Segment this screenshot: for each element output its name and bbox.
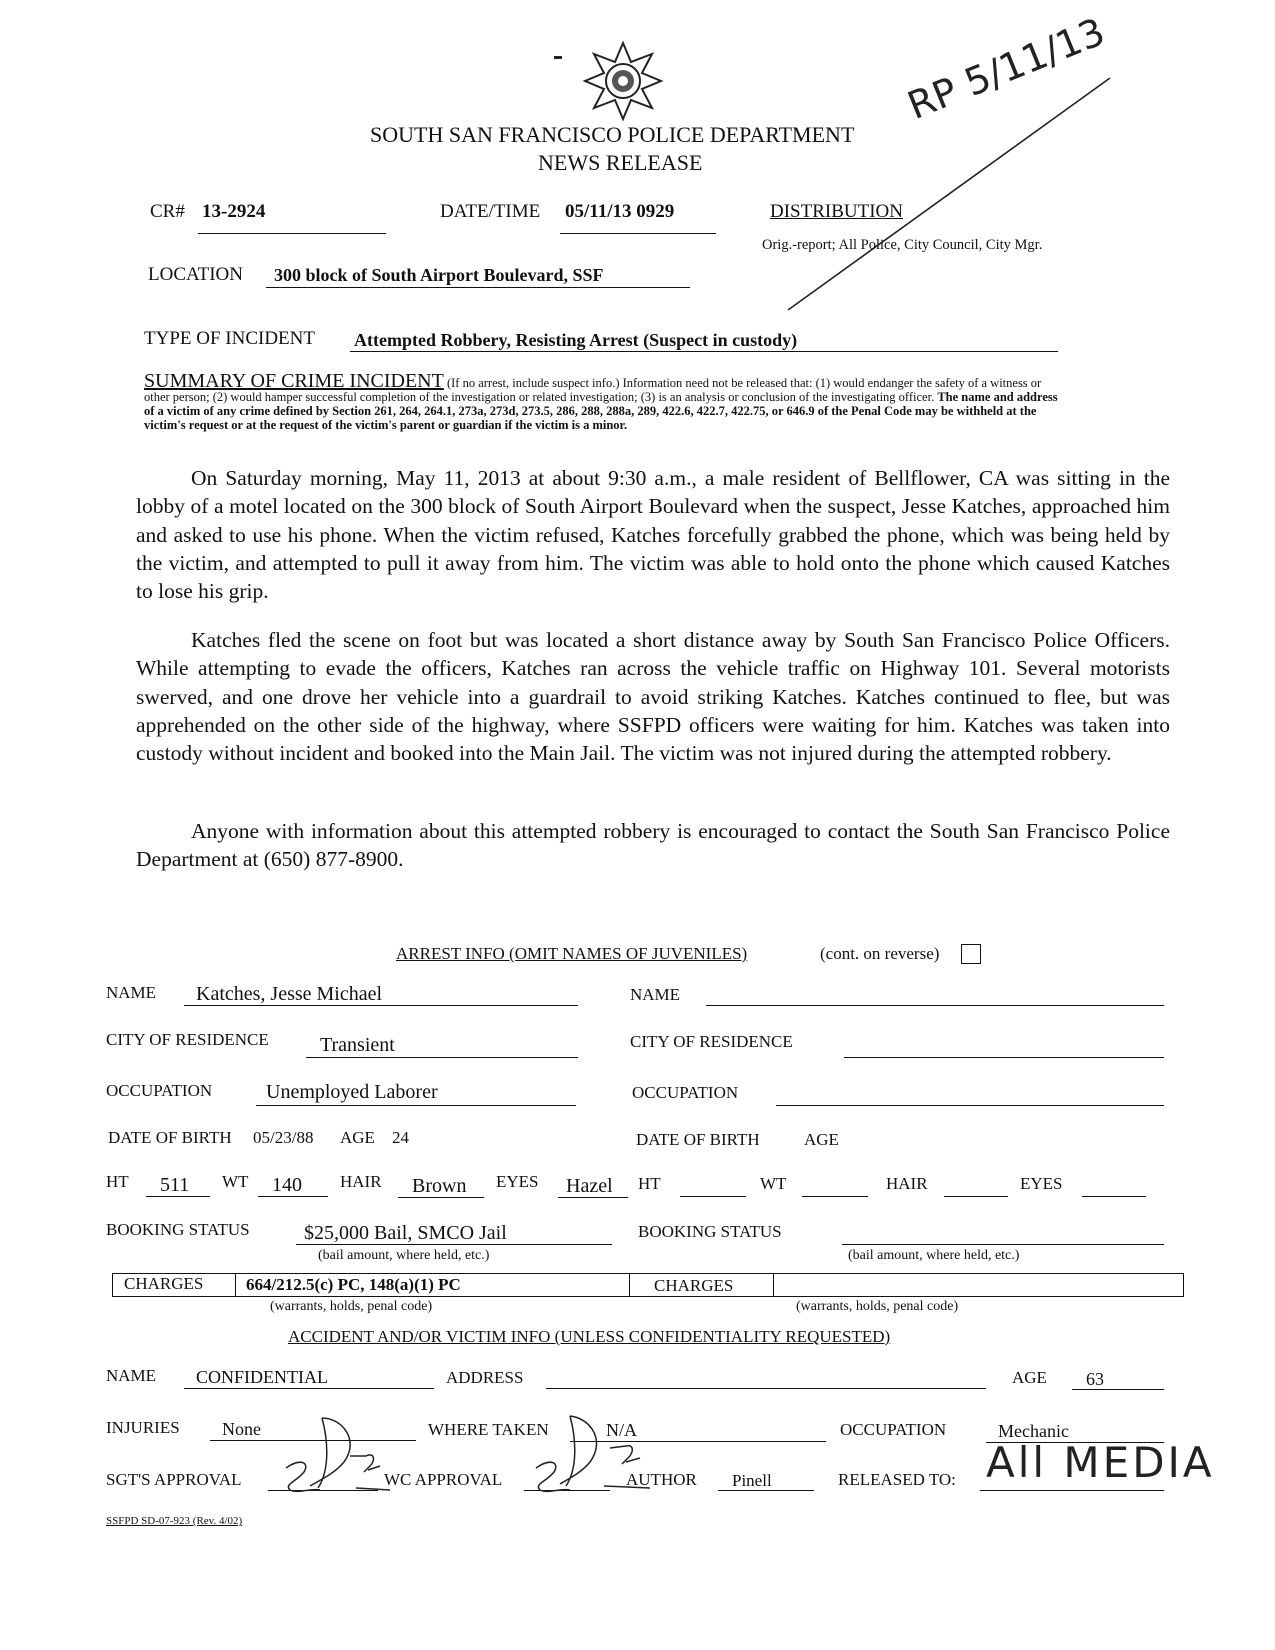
suspect1-city-underline: [306, 1057, 578, 1058]
victim-info-heading: ACCIDENT AND/OR VICTIM INFO (UNLESS CONFIDENTIALITY REQUESTED): [288, 1327, 891, 1346]
suspect1-name: Katches, Jesse Michael: [196, 983, 383, 1005]
datetime-label: DATE/TIME: [440, 201, 541, 222]
suspect2-city-underline: [844, 1057, 1164, 1058]
suspect1-eyes-label: EYES: [496, 1172, 539, 1191]
summary-paragraph-2: Katches fled the scene on foot but was located a short distance away by South San Francisco Police Officers. While attempting to evade the officers, Katches ran across the vehicle traffic on Highway 101. Several motorists swerved, and one drove her vehicle into a guardrail to avoid striking Katches. Katches continued to flee, but was apprehended on the other side of the highway, where SSFPD officers were waiting for him. Katches was taken into custody without incident and booked into the Main Jail. The victim was not injured during the attempted robbery.: [136, 628, 1170, 766]
suspect2-ht-underline: [680, 1196, 746, 1197]
cr-number: 13-2924: [202, 201, 266, 222]
suspect1-ht-label: HT: [106, 1172, 129, 1191]
suspect2-occupation-underline: [776, 1105, 1164, 1106]
summary-instructions: [144, 372, 1068, 432]
header-dash-mark: [554, 56, 562, 59]
suspect1-occupation-underline: [256, 1105, 576, 1106]
suspect1-dob-label: DATE OF BIRTH: [108, 1128, 232, 1147]
victim-age-underline: [1072, 1389, 1164, 1390]
summary-instructions-text: (If no arrest, include suspect info.) Information need not be released that: (1) would endanger the safety of a witness or other person; (2) would hamper successful completion of the investigation or related investigation; (3) is an analysis or conclusion of the investigating officer.: [144, 376, 1042, 404]
continued-on-reverse-label: (cont. on reverse): [820, 944, 940, 963]
summary-paragraph-3: Anyone with information about this attempted robbery is encouraged to contact the South San Francisco Police Department at (650) 877-8900.: [136, 819, 1170, 872]
suspect1-hair-label: HAIR: [340, 1172, 382, 1191]
suspect2-eyes-label: EYES: [1020, 1174, 1063, 1193]
distribution-label: DISTRIBUTION: [770, 201, 903, 222]
suspect2-name-label: NAME: [630, 985, 681, 1004]
suspect1-dob: 05/23/88: [253, 1128, 314, 1147]
suspect1-name-label: NAME: [106, 983, 157, 1002]
location-label: LOCATION: [148, 264, 243, 285]
suspect1-booking-label: BOOKING STATUS: [106, 1220, 250, 1239]
suspect1-city: Transient: [320, 1034, 395, 1056]
police-star-badge-icon: [582, 40, 664, 122]
victim-occupation: Mechanic: [998, 1421, 1069, 1441]
victim-address-underline: [546, 1388, 986, 1389]
suspect1-wt-label: WT: [222, 1172, 249, 1191]
suspect1-occupation: Unemployed Laborer: [266, 1081, 438, 1103]
victim-age: 63: [1086, 1369, 1104, 1389]
continued-on-reverse-checkbox[interactable]: [961, 944, 981, 964]
cr-underline: [198, 233, 386, 234]
datetime-value: 05/11/13 0929: [565, 201, 675, 222]
suspect1-ht: 511: [160, 1174, 190, 1196]
charges-divider-1: [235, 1274, 236, 1296]
author-underline: [718, 1490, 814, 1491]
summary-heading: SUMMARY OF CRIME INCIDENT: [144, 370, 444, 392]
victim-injuries: None: [222, 1419, 261, 1439]
suspect1-name-underline: [184, 1005, 578, 1006]
suspect2-booking-hint: (bail amount, where held, etc.): [848, 1248, 1020, 1263]
cr-label: CR#: [150, 201, 185, 222]
suspect2-hair-underline: [944, 1196, 1008, 1197]
victim-name: CONFIDENTIAL: [196, 1367, 328, 1387]
charges-divider-3: [773, 1274, 774, 1296]
suspect1-ht-underline: [146, 1196, 210, 1197]
author-label: AUTHOR: [626, 1470, 697, 1489]
suspect1-eyes: Hazel: [566, 1175, 613, 1197]
location-value: 300 block of South Airport Boulevard, SSF: [274, 265, 604, 285]
suspect2-hair-label: HAIR: [886, 1174, 928, 1193]
suspect2-city-label: CITY OF RESIDENCE: [630, 1032, 793, 1051]
released-to-underline: [980, 1490, 1164, 1491]
suspect1-age: 24: [392, 1128, 409, 1147]
charges-divider-2: [629, 1274, 630, 1296]
suspect1-hair-underline: [398, 1197, 484, 1198]
suspect1-occupation-label: OCCUPATION: [106, 1081, 213, 1100]
suspect1-eyes-underline: [558, 1197, 628, 1198]
victim-where-taken-label: WHERE TAKEN: [428, 1420, 549, 1439]
wc-approval-label: WC APPROVAL: [384, 1470, 503, 1489]
suspect2-wt-underline: [802, 1196, 868, 1197]
suspect2-eyes-underline: [1082, 1196, 1146, 1197]
suspect1-hair: Brown: [412, 1175, 467, 1197]
arrest-info-heading: ARREST INFO (OMIT NAMES OF JUVENILES): [396, 944, 748, 963]
suspect2-dob-label: DATE OF BIRTH: [636, 1130, 760, 1149]
distribution-value: Orig.-report; All Police, City Council, City Mgr.: [762, 237, 1043, 253]
suspect1-booking-underline: [296, 1244, 612, 1245]
incident-type-value: Attempted Robbery, Resisting Arrest (Suspect in custody): [354, 330, 798, 350]
suspect1-wt: 140: [272, 1174, 302, 1196]
department-title: SOUTH SAN FRANCISCO POLICE DEPARTMENT: [370, 122, 855, 147]
victim-name-underline: [184, 1388, 434, 1389]
suspect1-booking-hint: (bail amount, where held, etc.): [318, 1248, 490, 1263]
summary-paragraph-1: On Saturday morning, May 11, 2013 at about 9:30 a.m., a male resident of Bellflower, CA was sitting in the lobby of a motel located on the 300 block of South Airport Boulevard when the suspect, Jesse Katches, approached him and asked to use his phone. When the victim refused, Katches forcefully grabbed the phone, which was being held by the victim, and attempted to pull it away from him. The victim was able to hold onto the phone which caused Katches to lose his grip.: [136, 466, 1170, 604]
victim-name-label: NAME: [106, 1366, 157, 1385]
location-underline: [266, 287, 690, 288]
suspect1-charges-hint: (warrants, holds, penal code): [270, 1299, 433, 1314]
author-value: Pinell: [732, 1471, 772, 1490]
suspect1-wt-underline: [258, 1196, 328, 1197]
incident-type-label: TYPE OF INCIDENT: [144, 328, 315, 349]
suspect2-charges-hint: (warrants, holds, penal code): [796, 1299, 959, 1314]
victim-occupation-label: OCCUPATION: [840, 1420, 947, 1439]
suspect1-booking: $25,000 Bail, SMCO Jail: [304, 1222, 507, 1244]
victim-address-label: ADDRESS: [446, 1368, 524, 1387]
victim-where-taken: N/A: [606, 1420, 637, 1440]
distribution-strike-line: [780, 70, 1120, 320]
sgt-approval-label: SGT'S APPROVAL: [106, 1470, 242, 1489]
incident-type-underline: [350, 351, 1058, 352]
suspect2-charges-label: CHARGES: [654, 1276, 734, 1295]
datetime-underline: [560, 233, 716, 234]
suspect2-ht-label: HT: [638, 1174, 661, 1193]
summary-instructions-bold: The name and address of a victim of any crime defined by Section 261, 264, 264.1, 273a, 273d, 273.5, 286, 288, 288a, 289, 422.6, 422.7, 422.75, or 646.9 of the Penal Code may be withheld at the victim's request or at the request of the victim's parent or guardian if the victim is a minor.: [144, 390, 1058, 432]
released-to-label: RELEASED TO:: [838, 1470, 956, 1489]
form-number: SSFPD SD-07-923 (Rev. 4/02): [106, 1515, 243, 1527]
released-to-value: All MEDIA: [986, 1438, 1215, 1487]
document-type: NEWS RELEASE: [538, 150, 703, 175]
suspect1-city-label: CITY OF RESIDENCE: [106, 1030, 269, 1049]
suspect2-booking-underline: [842, 1244, 1164, 1245]
victim-injuries-label: INJURIES: [106, 1418, 180, 1437]
suspect2-booking-label: BOOKING STATUS: [638, 1222, 782, 1241]
suspect2-name-underline: [706, 1005, 1164, 1006]
suspect2-occupation-label: OCCUPATION: [632, 1083, 739, 1102]
victim-age-label: AGE: [1012, 1368, 1047, 1387]
suspect1-charges: 664/212.5(c) PC, 148(a)(1) PC: [246, 1275, 461, 1294]
handwritten-initials: RP 5/11/13: [901, 9, 1111, 128]
suspect1-age-label: AGE: [340, 1128, 375, 1147]
suspect2-age-label: AGE: [804, 1130, 839, 1149]
suspect1-charges-label: CHARGES: [124, 1274, 204, 1293]
suspect2-wt-label: WT: [760, 1174, 787, 1193]
